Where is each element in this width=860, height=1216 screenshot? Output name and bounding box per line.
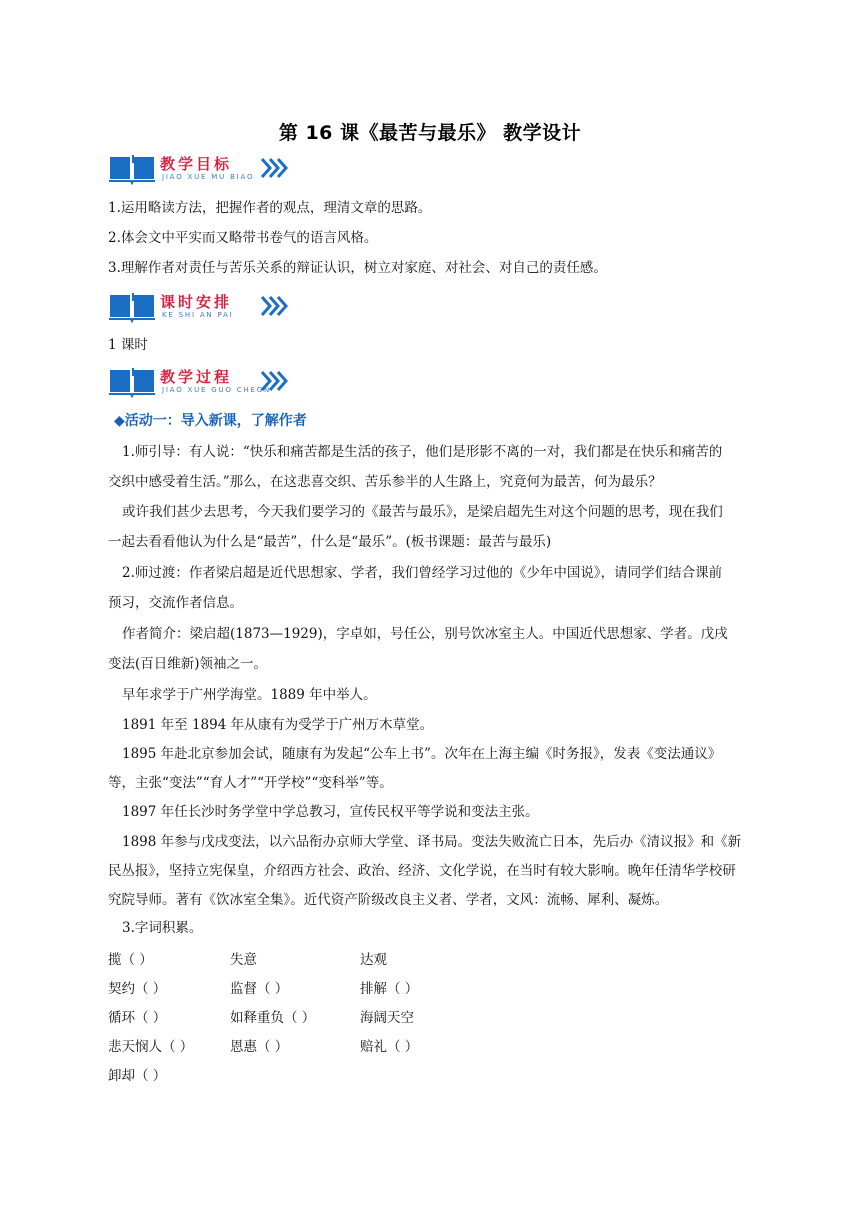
paragraph-line: 1891 年至 1894 年从康有为受学于广州万木草堂。 xyxy=(122,717,434,733)
section-title: 教学目标 xyxy=(160,155,233,173)
vocab-item: 监督（ ） xyxy=(230,981,289,997)
vocab-item: 如释重负（ ） xyxy=(230,1010,316,1026)
paragraph-line: 1898 年参与戊戌变法，以六品衔办京师大学堂、译书局。变法失败流亡日本，先后办《清议报》和《新 xyxy=(122,834,742,850)
paragraph-line: 2.师过渡：作者梁启超是近代思想家、学者，我们曾经学习过他的《少年中国说》，请同学们结合课前 xyxy=(122,565,723,581)
vocab-item: 悲天悯人（ ） xyxy=(108,1039,194,1055)
vocab-item: 排解（ ） xyxy=(360,981,419,997)
section-pinyin: JIAO XUE MU BIAO xyxy=(162,173,255,181)
activity-heading: ◆活动一：导入新课，了解作者 xyxy=(114,413,307,429)
book-icon xyxy=(108,293,156,323)
vocab-item: 达观 xyxy=(360,952,387,968)
paragraph-line: 预习，交流作者信息。 xyxy=(108,595,243,611)
vocab-item: 失意 xyxy=(230,952,257,968)
goal-item: 3.理解作者对责任与苦乐关系的辩证认识，树立对家庭、对社会、对自己的责任感。 xyxy=(108,260,607,276)
goal-item: 2.体会文中平实而又略带书卷气的语言风格。 xyxy=(108,230,378,246)
paragraph-line: 1.师引导：有人说：“快乐和痛苦都是生活的孩子，他们是形影不离的一对，我们都是在快乐和痛苦的 xyxy=(122,444,723,460)
vocab-item: 卸却（ ） xyxy=(108,1068,167,1084)
section-pinyin: JIAO XUE GUO CHEGN xyxy=(162,386,272,394)
vocab-item: 海阔天空 xyxy=(360,1010,414,1026)
paragraph-line: 一起去看看他认为什么是“最苦”，什么是“最乐”。(板书课题：最苦与最乐) xyxy=(108,534,552,550)
paragraph-line: 1897 年任长沙时务学堂中学总教习，宣传民权平等学说和变法主张。 xyxy=(122,804,539,820)
paragraph-line: 等，主张“变法”“育人才”“开学校”“变科举”等。 xyxy=(108,775,393,791)
schedule-text: 1 课时 xyxy=(108,337,148,353)
chevron-right-icon xyxy=(260,370,290,392)
section-title: 教学过程 xyxy=(160,368,233,386)
goal-item: 1.运用略读方法，把握作者的观点，理清文章的思路。 xyxy=(108,200,432,216)
paragraph-line: 作者简介：梁启超(1873—1929)，字卓如，号任公，别号饮冰室主人。中国近代思想家、学者。戊戌 xyxy=(122,626,728,642)
section-header-process xyxy=(108,366,308,400)
section-header-schedule xyxy=(108,291,308,325)
paragraph-line: 变法(百日维新)领袖之一。 xyxy=(108,656,268,672)
paragraph-line: 或许我们甚少去思考，今天我们要学习的《最苦与最乐》，是梁启超先生对这个问题的思考，现在我们 xyxy=(122,504,723,520)
section-header-goals xyxy=(108,153,308,187)
section-pinyin: KE SHI AN PAI xyxy=(162,311,234,319)
vocab-item: 揽（ ） xyxy=(108,952,153,968)
vocab-item: 循环（ ） xyxy=(108,1010,167,1026)
vocab-item: 赔礼（ ） xyxy=(360,1039,419,1055)
paragraph-line: 早年求学于广州学海堂。1889 年中举人。 xyxy=(122,687,377,703)
paragraph-line: 究院导师。著有《饮冰室全集》。近代资产阶级改良主义者、学者，文风：流畅、犀利、凝炼。 xyxy=(108,892,669,908)
paragraph-line: 1895 年赴北京参加会试，随康有为发起“公车上书”。次年在上海主编《时务报》，发表《变法通议》 xyxy=(122,746,722,762)
paragraph-line: 交织中感受着生活。”那么，在这悲喜交织、苦乐参半的人生路上，究竟何为最苦，何为最乐？ xyxy=(108,474,662,490)
book-icon xyxy=(108,155,156,185)
page-title: 第 16 课《最苦与最乐》 教学设计 xyxy=(278,122,582,144)
section-title: 课时安排 xyxy=(160,293,233,311)
vocab-item: 契约（ ） xyxy=(108,981,167,997)
paragraph-line: 3.字词积累。 xyxy=(122,920,203,936)
chevron-right-icon xyxy=(260,295,290,317)
book-icon xyxy=(108,368,156,398)
chevron-right-icon xyxy=(260,157,290,179)
paragraph-line: 民丛报》，坚持立宪保皇，介绍西方社会、政治、经济、文化学说，在当时有较大影响。晚年任清华学校研 xyxy=(108,863,736,879)
vocab-item: 恩惠（ ） xyxy=(230,1039,289,1055)
